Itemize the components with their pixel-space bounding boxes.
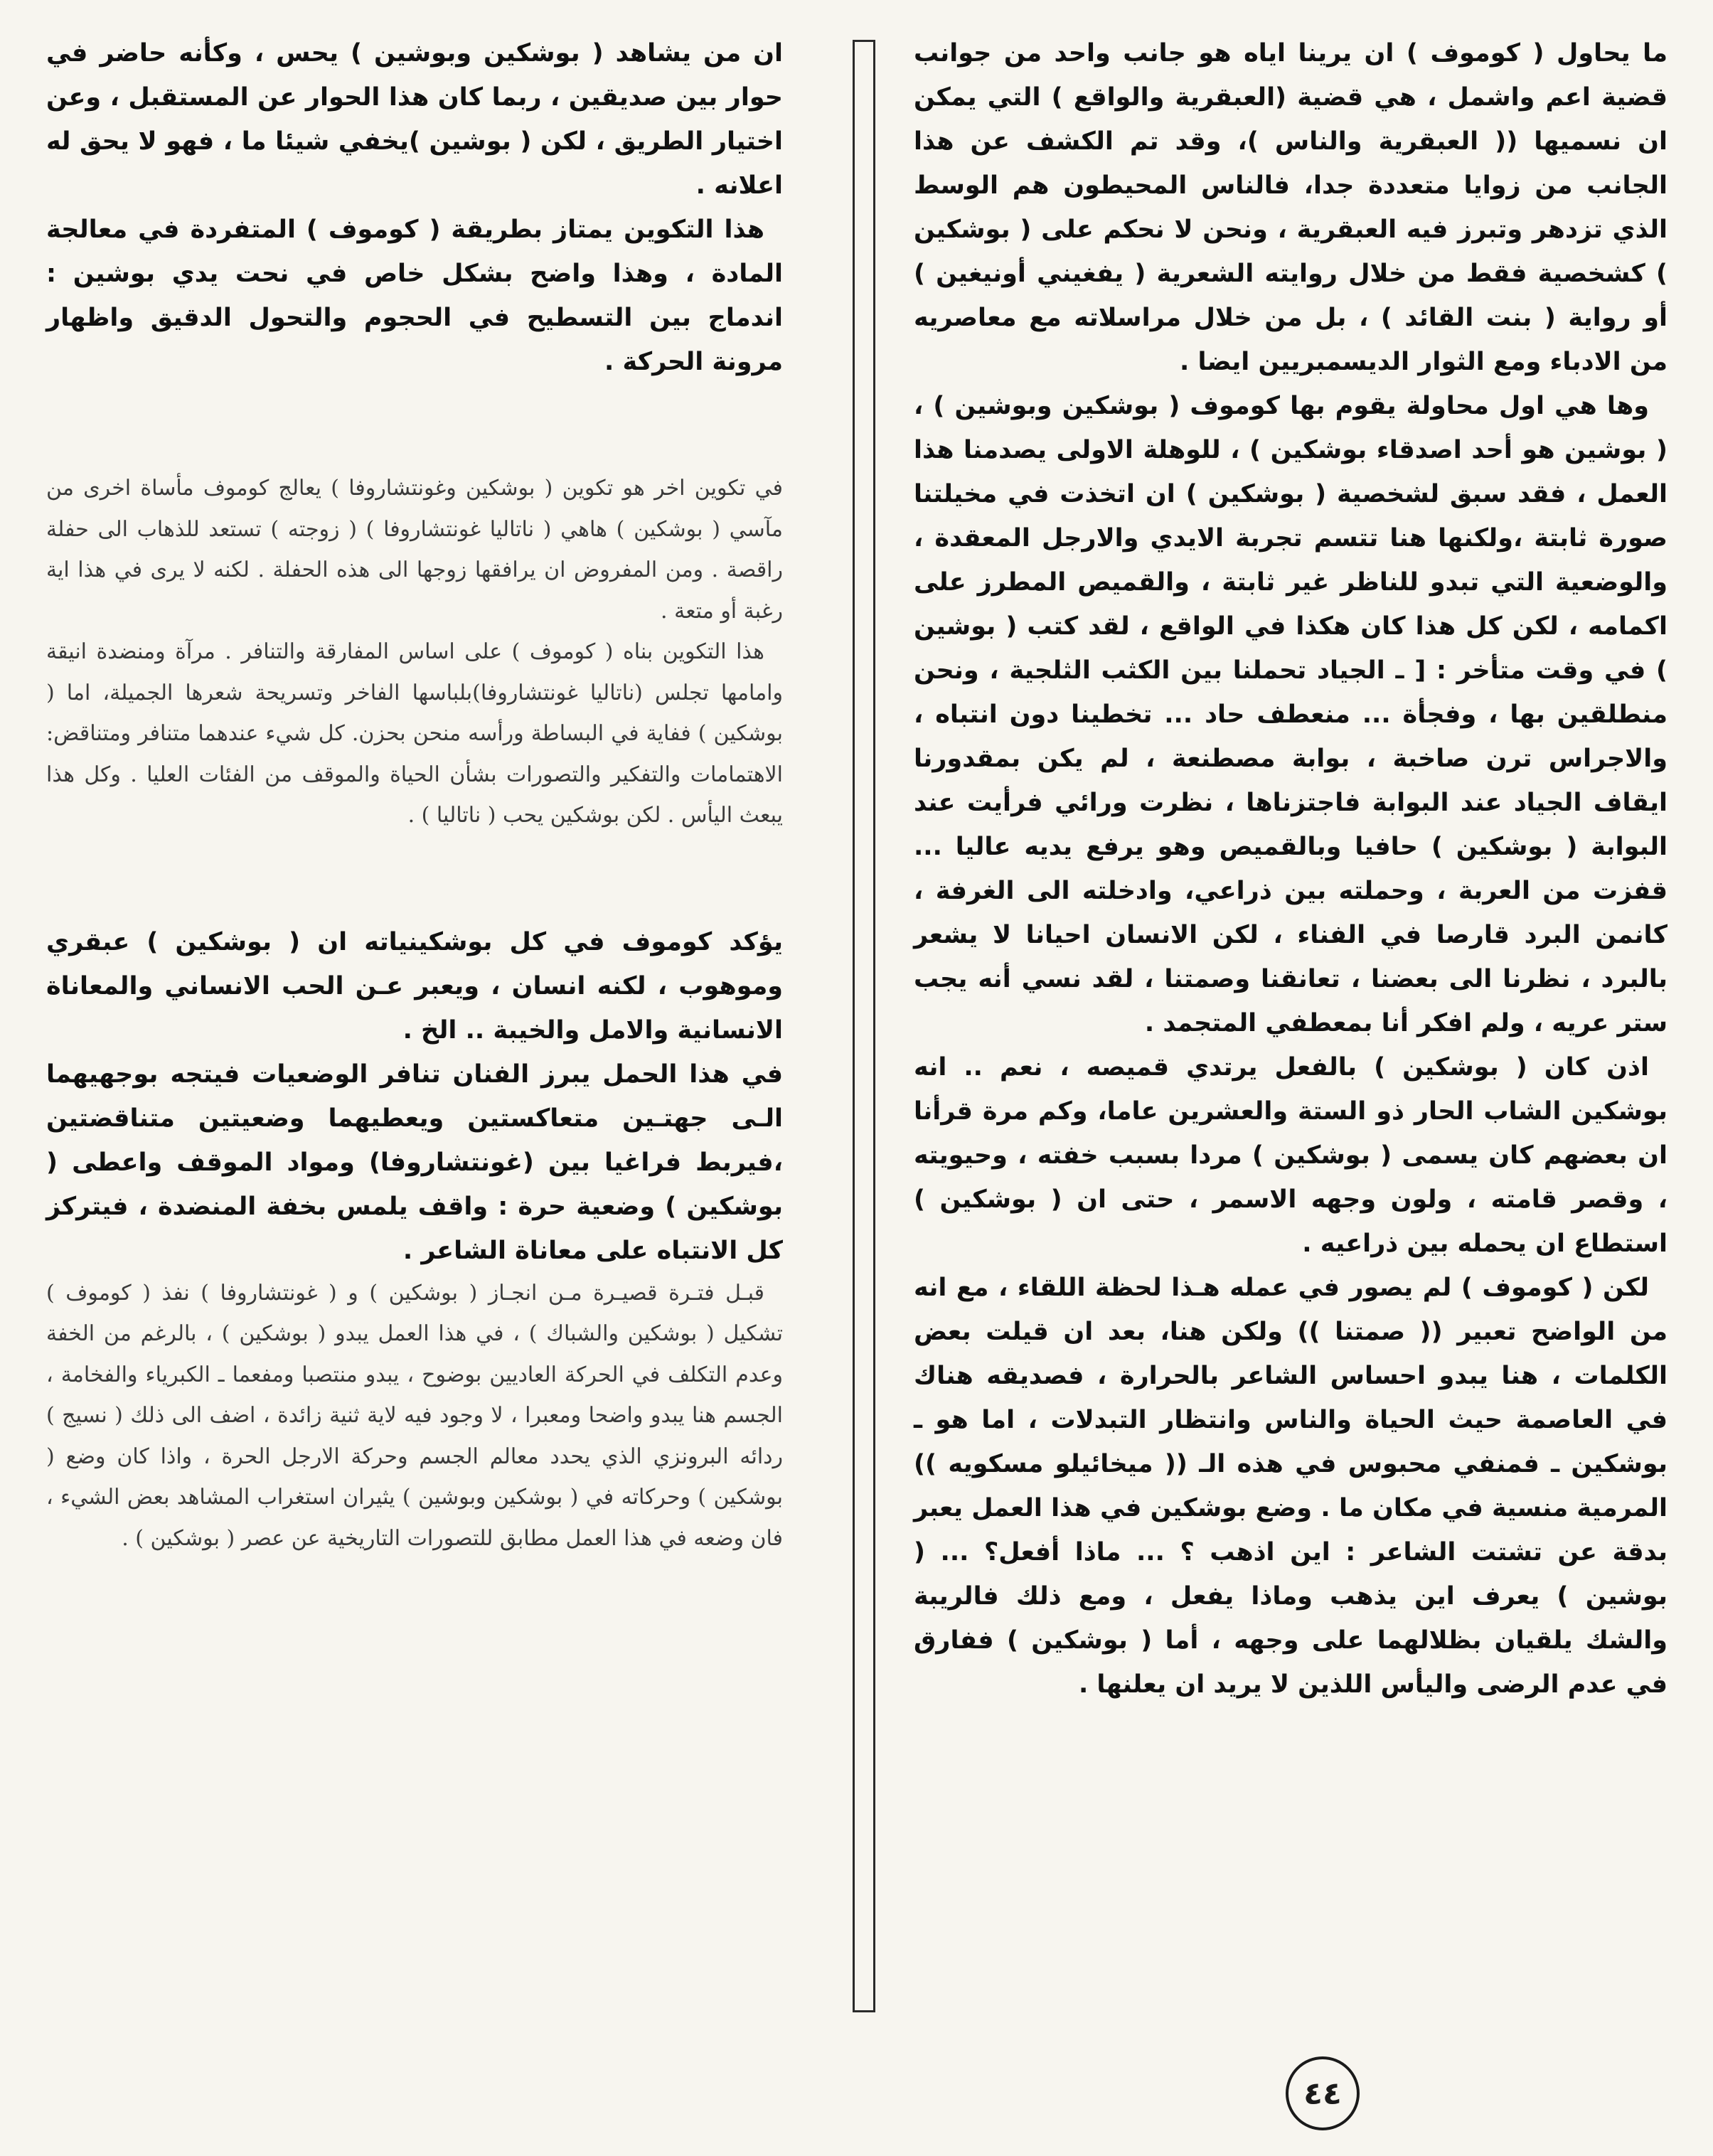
- paragraph: في تكوين اخر هو تكوين ( بوشكين وغونتشاروفا ) يعالج كوموف مأساة اخرى من مآسي ( بوشكين ) هاهي ( ناتاليا غونتشاروفا ) ( زوجته ) تستعد للذهاب الى حفلة راقصة . ومن المفروض ان يرافقها زوجها الى هذه الحفلة . لكنه لا يرى في هذا اية رغبة أو متعة .: [46, 476, 783, 624]
- page-number: ٤٤: [1286, 2056, 1360, 2130]
- paragraph: لكن ( كوموف ) لم يصور في عمله هـذا لحظة اللقاء ، مع انه من الواضح تعبير (( صمتنا )) ولكن هنا، بعد ان قيلت بعض الكلمات ، هنا يبدو احساس الشاعر بالحرارة ، فصديقه هناك في العاصمة حيث الحياة والناس وانتظار التبدلات ، اما هو ـ بوشكين ـ فمنفي محبوس في هذه الـ (( ميخائيلو مسكويه )) المرمية منسية في مكان ما . وضع بوشكين في هذا العمل يعبر بدقة عن تشتت الشاعر : اين اذهب ؟ ... ماذا أفعل؟ ... ( بوشين ) يعرف اين يذهب وماذا يفعل ، ومع ذلك فالريبة والشك يلقيان بظلالهما على وجهه ، أما ( بوشكين ) ففارق في عدم الرضى واليأس اللذين لا يريد ان يعلنها .: [914, 1274, 1667, 1699]
- paragraph: اذن كان ( بوشكين ) بالفعل يرتدي قميصه ، نعم .. انه بوشكين الشاب الحار ذو الستة والعشرين عاما، وكم مرة قرأنا ان بعضهم كان يسمى ( بوشكين ) مردا بسبب خفته ، وحيويته ، وقصر قامته ، ولون وجهه الاسمر ، حتى ان ( بوشكين ) استطاع ان يحمله بين ذراعيه .: [914, 1053, 1667, 1258]
- paragraph: ما يحاول ( كوموف ) ان يرينا اياه هو جانب واحد من جوانب قضية اعم واشمل ، هي قضية (العبقرية والواقع ) التي يمكن ان نسميها (( العبقرية والناس )، وقد تم الكشف عن هذا الجانب من زوايا متعددة جدا، فالناس المحيطون هم الوسط الذي تزدهر وتبرز فيه العبقرية ، ونحن لا نحكم على ( بوشكين ) كشخصية فقط من خلال روايته الشعرية ( يفغيني أونيغين ) أو رواية ( بنت القائد ) ، بل من خلال مراسلاته مع معاصريه من الادباء ومع الثوار الديسمبريين ايضا .: [914, 39, 1667, 376]
- paragraph: قبـل فتـرة قصيـرة مـن انجـاز ( بوشكين ) و ( غونتشاروفا ) نفذ ( كوموف ) تشكيل ( بوشكين والشباك ) ، في هذا العمل يبدو ( بوشكين ) ، بالرغم من الخفة وعدم التكلف في الحركة العاديين بوضوح ، يبدو منتصبا ومفعما ـ الكبرياء والفخامة ، الجسم هنا يبدو واضحا ومعبرا ، لا وجود فيه لاية ثنية زائدة ، اضف الى ذلك ( نسيج ) ردائه البرونزي الذي يحدد معالم الجسم وحركة الارجل الحرة ، واذا كان وضع ( بوشكين ) وحركاته في ( بوشكين وبوشين ) يثيران استغراب المشاهد بعض الشيء ، فان وضعه في هذا العمل مطابق للتصورات التاريخية عن عصر ( بوشكين ) .: [46, 1280, 783, 1551]
- paragraph: هذا التكوين يمتاز بطريقة ( كوموف ) المتفردة في معالجة المادة ، وهذا واضح بشكل خاص في نحت يدي بوشين : اندماج بين التسطيح في الحجوم والتحول الدقيق واظهار مرونة الحركة .: [46, 215, 783, 376]
- paragraph: يؤكد كوموف في كل بوشكينياته ان ( بوشكين ) عبقري وموهوب ، لكنه انسان ، ويعبر عـن الحب الانساني والمعاناة الانسانية والامل والخيبة .. الخ .: [46, 927, 783, 1045]
- left-column: [46, 31, 783, 1559]
- paragraph: هذا التكوين بناه ( كوموف ) على اساس المفارقة والتنافر . مرآة ومنضدة انيقة وامامها تجلس (ناتاليا غونتشاروفا)بلباسها الفاخر وتسريحة شعرها الجميلة، اما ( بوشكين ) ففاية في البساطة ورأسه منحن بحزن. كل شيء عندهما متنافر ومتناقض: الاهتمامات والتفكير والتصورات بشأن الحياة والموقف من الفئات العليا . وكل هذا يبعث اليأس . لكن بوشكين يحب ( ناتاليا ) .: [46, 639, 783, 828]
- paragraph: وها هي اول محاولة يقوم بها كوموف ( بوشكين وبوشين ) ، ( بوشين هو أحد اصدقاء بوشكين ) ، للوهلة الاولى يصدمنا هذا العمل ، فقد سبق لشخصية ( بوشكين ) ان اتخذت في مخيلتنا صورة ثابتة ،ولكنها هنا تتسم تجربة الايدي والارجل المعقدة ، والوضعية التي تبدو للناظر غير ثابتة ، والقميص المطرز على اكمامه ، لكن كل هذا كان هكذا في الواقع ، لقد كتب ( بوشين ) في وقت متأخر : [ ـ الجياد تحملنا بين الكثب الثلجية ، ونحن منطلقين بها ، وفجأة ... منعطف حاد ... تخطينا دون انتباه ، والاجراس ترن صاخبة ، بوابة مصطنعة ، لم يكن بمقدورنا ايقاف الجياد عند البوابة فاجتزناها ، نظرت ورائي فرأيت عند البوابة ( بوشكين ) حافيا وبالقميص وهو يرفع يديه عاليا ... قفزت من العربة ، وحملته بين ذراعي، وادخلته الى الغرفة ، كانمن البرد قارصا في الفناء ، لكن الانسان احيانا لا يشعر بالبرد ، نظرنا الى بعضنا ، تعانقنا وصمتنا ، لقد نسي أنه يجب ستر عريه ، ولم افكر أنا بمعطفي المتجمد .: [914, 392, 1667, 1037]
- right-column: [914, 31, 1667, 1707]
- column-divider: [853, 40, 875, 2012]
- paragraph: ان من يشاهد ( بوشكين وبوشين ) يحس ، وكأنه حاضر في حوار بين صديقين ، ربما كان هذا الحوار عن المستقبل ، وعن اختيار الطريق ، لكن ( بوشين )يخفي شيئا ما ، فهو لا يحق له اعلانه .: [46, 39, 783, 200]
- paragraph: في هذا الحمل يبرز الفنان تنافر الوضعيات فيتجه بوجهيهما الـى جهتـين متعاكستين ويعطيهما وضعيتين متناقضتين ،فيربط فراغيا بين (غونتشاروفا) ومواد الموقف واعطى ( بوشكين ) وضعية حرة : واقف يلمس بخفة المنضدة ، فيتركز كل الانتباه على معاناة الشاعر .: [46, 1060, 783, 1265]
